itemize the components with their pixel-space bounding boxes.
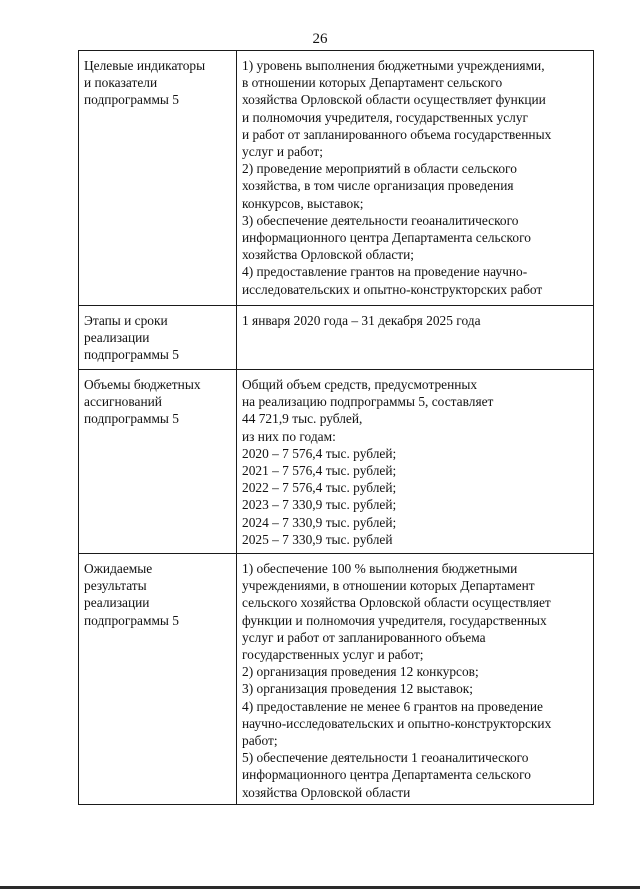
content-line: 3) организация проведения 12 выставок; [242,681,474,697]
row-label-line: Целевые индикаторы [84,58,206,73]
table-row-stages-and-terms [79,306,594,370]
content-line: исследовательских и опытно-конструкторских работ [242,281,543,297]
content-line: работ; [242,733,278,749]
row-label-cell [79,370,237,554]
content-line: 2021 – 7 576,4 тыс. рублей; [242,463,397,479]
content-line: 2025 – 7 330,9 тыс. рублей [242,531,393,547]
content-line: в отношении которых Департамент сельского [242,75,503,91]
scan-bottom-edge [0,886,640,889]
content-line: 2020 – 7 576,4 тыс. рублей; [242,445,397,461]
content-line: 1) уровень выполнения бюджетными учреждениями, [242,58,545,73]
content-line: 4) предоставление грантов на проведение научно- [242,264,528,280]
row-label-line: Объемы бюджетных [84,377,201,392]
content-line: и полномочия учредителя, государственных услуг [242,109,529,125]
row-label-line: подпрограммы 5 [84,92,179,108]
row-label-line: результаты [84,578,147,594]
content-line: учреждениями, в отношении которых Департамент [242,578,535,594]
row-content-cell [237,370,594,554]
content-line: функции и полномочия учредителя, государственных [242,612,547,628]
row-label-line: ассигнований [84,394,162,410]
content-line: 2) организация проведения 12 конкурсов; [242,664,479,680]
content-line: 2024 – 7 330,9 тыс. рублей; [242,514,397,530]
content-line: хозяйства, в том числе организация проведения [242,178,514,194]
content-line: 4) предоставление не менее 6 грантов на проведение [242,698,543,714]
content-line: хозяйства Орловской области осуществляет функции [242,92,546,108]
content-line: сельского хозяйства Орловской области осуществляет [242,595,551,611]
row-label-line: и показатели [84,75,158,91]
content-line: на реализацию подпрограммы 5, составляет [242,394,494,410]
row-label-cell [79,554,237,805]
content-line: конкурсов, выставок; [242,195,364,211]
row-content-cell [237,306,594,370]
table-row-budget-volumes [79,370,594,554]
content-line: 2) проведение мероприятий в области сельского [242,161,517,177]
content-line: хозяйства Орловской области [242,784,411,800]
content-line: 5) обеспечение деятельности 1 геоаналитического [242,750,529,766]
content-line: хозяйства Орловской области; [242,247,414,263]
content-line: информационного центра Департамента сельского [242,230,531,246]
row-label-line: Этапы и сроки [84,313,168,328]
content-line: 2022 – 7 576,4 тыс. рублей; [242,480,397,496]
row-label-line: подпрограммы 5 [84,612,179,628]
content-line: 1) обеспечение 100 % выполнения бюджетными [242,561,518,576]
row-label-line: подпрограммы 5 [84,411,179,427]
row-content-cell [237,51,594,306]
subprogram-passport-table [78,50,594,805]
table-row-target-indicators [79,51,594,306]
row-label-line: подпрограммы 5 [84,347,179,363]
row-label-line: реализации [84,330,150,346]
row-label-line: реализации [84,595,150,611]
content-line: 2023 – 7 330,9 тыс. рублей; [242,497,397,513]
table-row-expected-results [79,554,594,805]
content-line: 1 января 2020 года – 31 декабря 2025 года [242,313,481,328]
content-line: услуг и работ; [242,144,323,160]
row-label-line: Ожидаемые [84,561,153,576]
content-line: и работ от запланированного объема государственных [242,126,552,142]
content-line: государственных услуг и работ; [242,647,424,663]
row-content-cell [237,554,594,805]
content-line: 44 721,9 тыс. рублей, [242,411,363,427]
content-line: услуг и работ от запланированного объема [242,629,486,645]
row-label-cell [79,306,237,370]
content-line: 3) обеспечение деятельности геоаналитического [242,212,519,228]
content-line: Общий объем средств, предусмотренных [242,377,478,392]
page-number: 26 [312,31,328,47]
content-line: научно-исследовательских и опытно-конструкторских [242,715,552,731]
row-label-cell [79,51,237,306]
content-line: информационного центра Департамента сельского [242,767,531,783]
content-line: из них по годам: [242,428,336,444]
